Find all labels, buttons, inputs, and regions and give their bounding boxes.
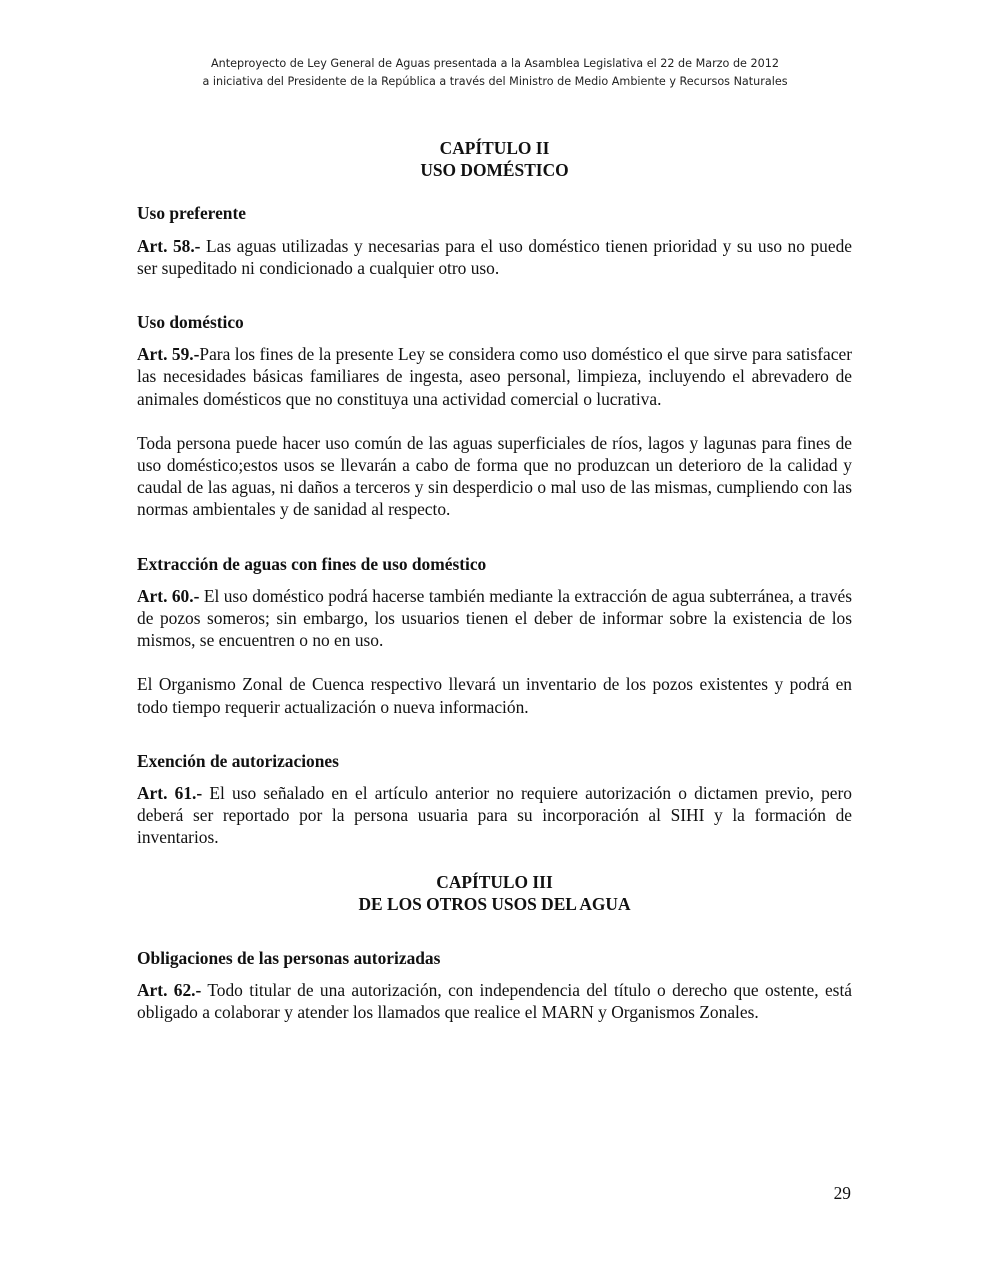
page-number: 29 [833, 1183, 851, 1203]
document-body [137, 137, 852, 1024]
art-59-paragraph [137, 343, 852, 410]
art-62-paragraph [137, 979, 852, 1023]
chapter-3-title: DE LOS OTROS USOS DEL AGUA [358, 893, 631, 914]
chapter-2-heading [137, 137, 852, 181]
header-line-1: Anteproyecto de Ley General de Aguas presentada a la Asamblea Legislativa el 22 de Marzo de 2012 [211, 57, 779, 70]
chapter-3-heading [137, 871, 852, 915]
art-62-text: Todo titular de una autorización, con independencia del título o derecho que ostente, está obligado a colaborar y atender los llamados que realice el MARN y Organismos Zonales. [137, 980, 852, 1023]
art-58-heading: Uso preferente [137, 203, 246, 224]
art-62-heading: Obligaciones de las personas autorizadas [137, 948, 441, 969]
art-61-paragraph [137, 782, 852, 849]
art-59-paragraph-2: Toda persona puede hacer uso común de las aguas superficiales de ríos, lagos y lagunas para fines de uso doméstico;estos usos se llevarán a cabo de forma que no produzcan un deterioro de la calidad y caudal de las aguas, ni daños a terceros y sin desperdicio o mal uso de las mismas, cumpliendo con las normas ambientales y de sanidad al respecto. [137, 432, 852, 520]
art-60-text: El uso doméstico podrá hacerse también mediante la extracción de agua subterránea, a través de pozos someros; sin embargo, los usuarios tienen el deber de informar sobre la existencia de los mismos, se encuentren o no en uso. [137, 585, 853, 651]
art-59-heading: Uso doméstico [137, 312, 244, 333]
art-60-label: Art. 60.- [137, 585, 200, 606]
art-60-paragraph-2: El Organismo Zonal de Cuenca respectivo llevará un inventario de los pozos existentes y podrá en todo tiempo requerir actualización o nueva información. [137, 674, 852, 717]
chapter-3-number: CAPÍTULO III [436, 871, 553, 892]
art-61-text: El uso señalado en el artículo anterior no requiere autorización o dictamen previo, pero deberá ser reportado por la persona usuaria para su incorporación al SIHI y la formación de inventarios. [137, 783, 852, 848]
art-60-paragraph [137, 585, 852, 652]
art-58-text: Las aguas utilizadas y necesarias para el uso doméstico tienen prioridad y su uso no puede ser supeditado ni condicionado a cualquier otro uso. [137, 235, 853, 278]
art-60-heading: Extracción de aguas con fines de uso doméstico [137, 553, 487, 574]
art-61-heading: Exención de autorizaciones [137, 750, 339, 771]
chapter-2-number: CAPÍTULO II [439, 138, 550, 158]
header-line-2: a iniciativa del Presidente de la República a través del Ministro de Medio Ambiente y Recursos Naturales [202, 75, 788, 88]
art-59-text: Para los fines de la presente Ley se considera como uso doméstico el que sirve para satisfacer las necesidades básicas familiares de ingesta, aseo personal, limpieza, incluyendo el abrevadero de animales domésticos que no constituya una actividad comercial o lucrativa. [137, 344, 852, 409]
art-58-label: Art. 58.- [137, 235, 201, 256]
art-59-label: Art. 59.- [137, 344, 200, 365]
art-62-label: Art. 62.- [137, 980, 202, 1001]
art-61-label: Art. 61.- [137, 783, 203, 804]
chapter-2-title: USO DOMÉSTICO [420, 160, 569, 181]
document-header [0, 55, 990, 91]
art-58-paragraph [137, 235, 852, 279]
